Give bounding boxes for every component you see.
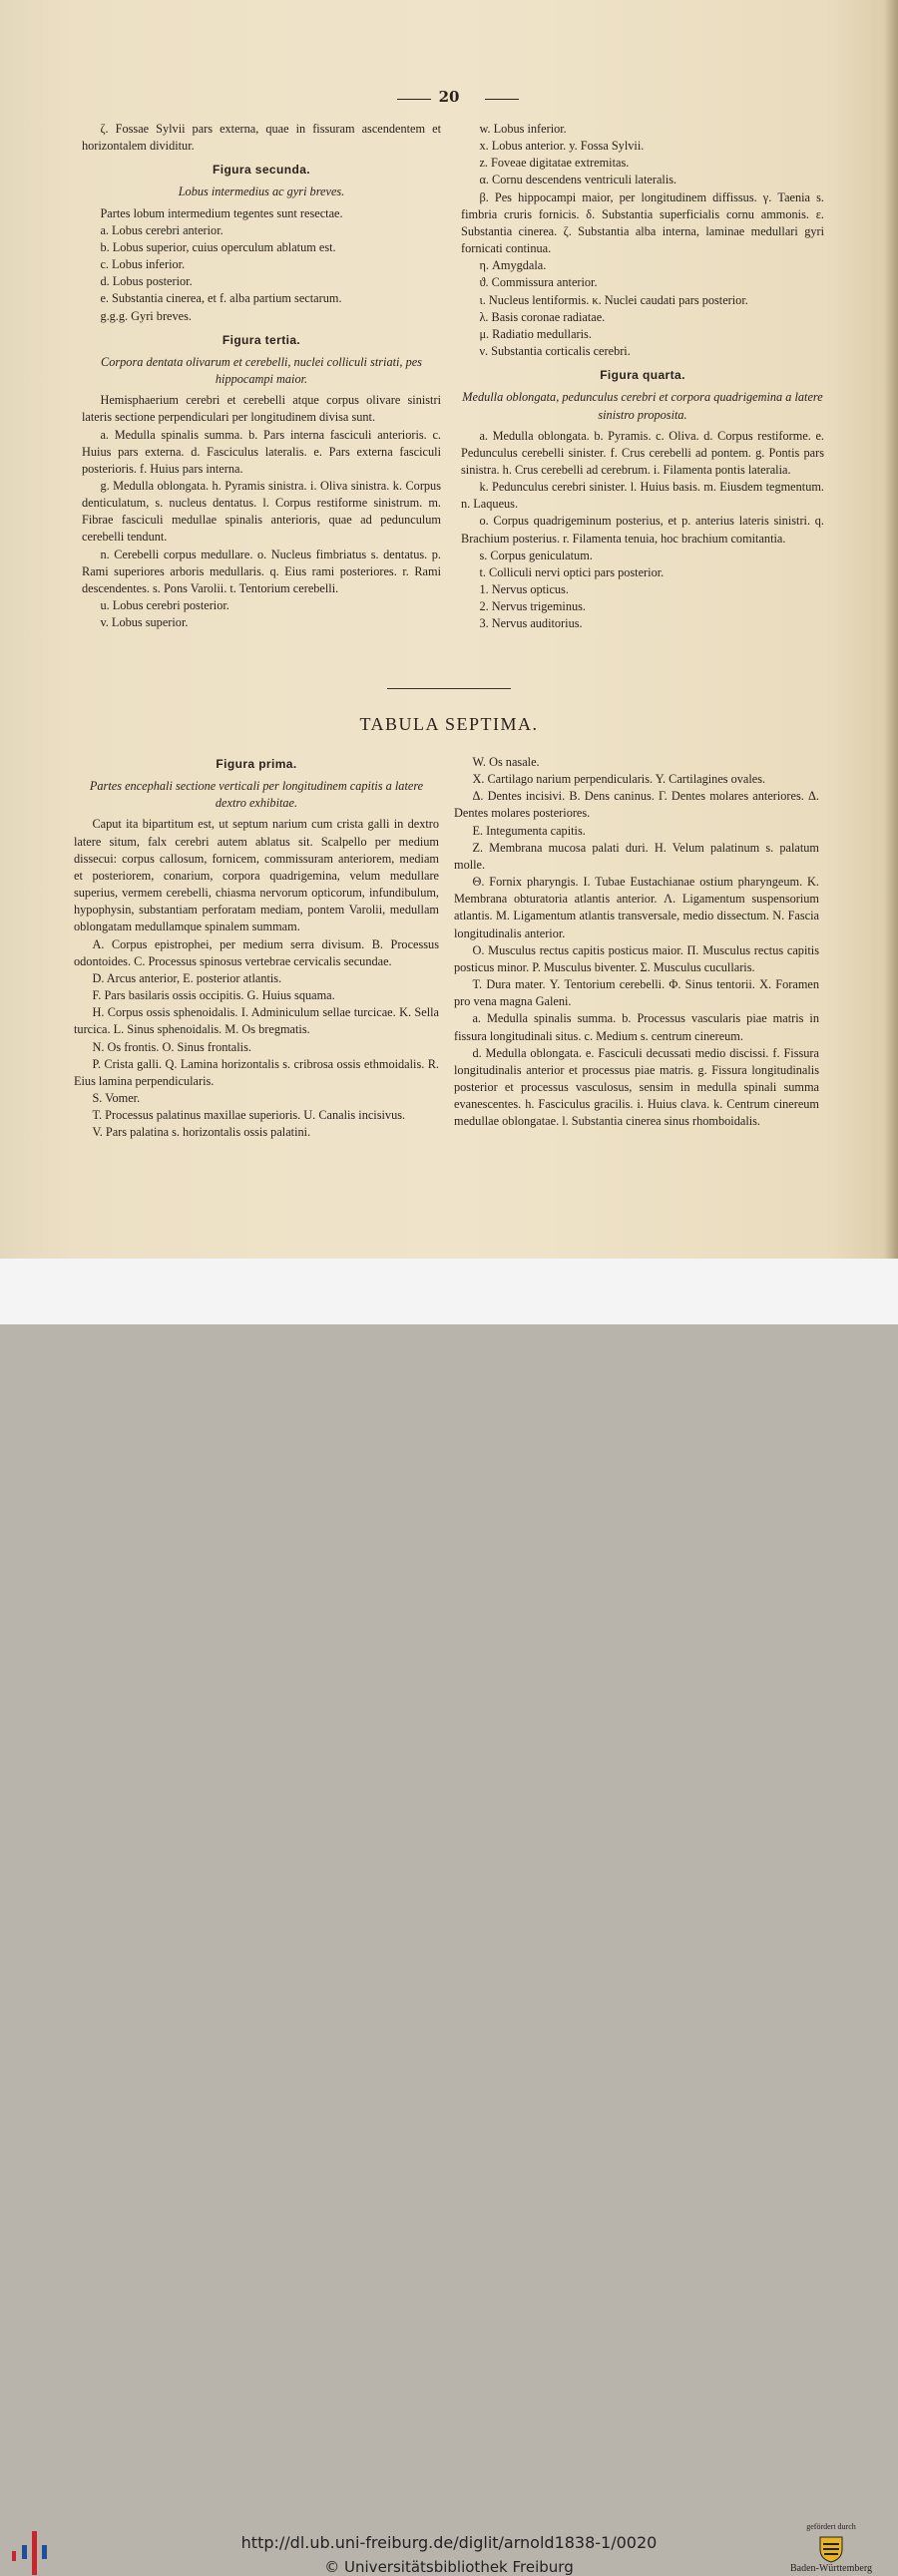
figure-subtitle: Lobus intermedius ac gyri breves.: [178, 184, 345, 199]
paragraph: e. Substantia cinerea, et f. alba partium sectarum.: [100, 291, 342, 306]
section-title: TABULA SEPTIMA.: [359, 714, 539, 734]
paragraph: X. Cartilago narium perpendicularis. Y. Cartilagines ovales.: [472, 772, 766, 787]
paragraph: 1. Nervus opticus.: [479, 582, 569, 597]
paragraph: Partes lobum intermedium tegentes sunt resectae.: [100, 205, 343, 220]
paragraph: Hemisphaerium cerebri et cerebelli atque corpus olivare sinistri lateris sectione perpendiculari per longitudinem divisa sunt.: [82, 393, 441, 425]
figure-heading: Figura prima.: [216, 757, 297, 771]
paragraph: A. Corpus epistrophei, per medium serra divisum. B. Processus odontoides. C. Processus spinosus vertebrae cervicalis secundae.: [74, 936, 439, 968]
paragraph: v. Lobus superior.: [100, 615, 189, 630]
paragraph: 2. Nervus trigeminus.: [479, 599, 586, 614]
paragraph: S. Vomer.: [92, 1090, 141, 1105]
permalink-url[interactable]: http://dl.ub.uni-freiburg.de/diglit/arnold1838-1/0020: [240, 2533, 658, 2552]
paragraph: d. Medulla oblongata. e. Fasciculi decussati medio discissi. f. Fissura longitudinalis anterior et processus piae matris. g. Fissura longitudinalis posterior et processus vasculosus, sensim in medulla spinali summa evanescentes. h. Fasciculus gracilis. i. Huius clava. k. Centrum cinereum medullae oblongatae. l. Substantia cinerea sinus rhomboidalis.: [454, 1045, 819, 1129]
paragraph: η. Amygdala.: [479, 258, 547, 273]
paragraph: g.g.g. Gyri breves.: [100, 308, 192, 323]
paragraph: ζ. Fossae Sylvii pars externa, quae in fissuram ascendentem et horizontalem dividitur.: [82, 122, 441, 154]
paragraph: Θ. Fornix pharyngis. I. Tubae Eustachianae ostium pharyngeum. K. Membrana obturatoria atlantis anterior. Λ. Ligamentum suspensorium atlantis. M. Ligamentum atlantis transversale, medio dissectum. N. Fascia longitudinalis anterior.: [454, 875, 819, 940]
copyright-notice: © Universitätsbibliothek Freiburg: [324, 2558, 574, 2576]
viewer-footer: [0, 1259, 898, 2576]
paragraph: T. Dura mater. Υ. Tentorium cerebelli. Φ. Sinus tentorii. X. Foramen pro vena magna Galeni.: [454, 977, 819, 1009]
paragraph: a. Medulla spinalis summa. b. Processus vascularis piae matris in fissura longitudinali situs. c. Medium s. centrum cinereum.: [454, 1011, 819, 1043]
paragraph: s. Corpus geniculatum.: [479, 548, 593, 562]
paragraph: a. Medulla oblongata. b. Pyramis. c. Oliva. d. Corpus restiforme. e. Pedunculus cerebelli sinister. f. Crus cerebelli ad pontem. g. Pontis pars sinistra. h. Crus cerebelli ad cerebrum. i. Filamenta pontis lateralia.: [461, 428, 824, 477]
paragraph: μ. Radiatio medullaris.: [479, 326, 592, 341]
paragraph: W. Os nasale.: [472, 755, 540, 769]
paragraph: ν. Substantia corticalis cerebri.: [479, 344, 631, 359]
paragraph: b. Lobus superior, cuius operculum ablatum est.: [100, 239, 336, 254]
paragraph: F. Pars basilaris ossis occipitis. G. Huius squama.: [92, 988, 335, 1003]
paragraph: N. Os frontis. O. Sinus frontalis.: [92, 1039, 251, 1054]
paragraph: z. Foveae digitatae extremitas.: [479, 156, 630, 171]
figure-heading: Figura secunda.: [212, 163, 311, 178]
paragraph: d. Lobus posterior.: [100, 274, 193, 289]
figure-heading: Figura tertia.: [222, 332, 301, 347]
paragraph: P. Crista galli. Q. Lamina horizontalis s. cribrosa ossis ethmoidalis. R. Eius lamina perpendicularis.: [74, 1056, 439, 1088]
paragraph: o. Corpus quadrigeminum posterius, et p. anterius lateris sinistri. q. Brachium posterius. r. Filamenta tenuia, hoc brachium comitantia.: [461, 514, 824, 546]
paragraph: α. Cornu descendens ventriculi lateralis.: [479, 173, 677, 187]
figure-heading: Figura quarta.: [600, 368, 685, 383]
scanned-page: [0, 0, 898, 1259]
paragraph: a. Lobus cerebri anterior.: [100, 222, 224, 237]
section-divider: [387, 688, 511, 689]
coat-of-arms-icon: [818, 2535, 844, 2563]
paragraph: u. Lobus cerebri posterior.: [100, 598, 229, 613]
paragraph: c. Lobus inferior.: [100, 257, 186, 272]
paragraph: λ. Basis coronae radiatae.: [479, 309, 606, 324]
paragraph: g. Medulla oblongata. h. Pyramis sinistra. i. Oliva sinistra. k. Corpus denticulatum, s. nucleus dentatus. l. Corpus restiforme sinistrum. m. Fibrae fasciculi medullae spinalis anterioris, quae ad pedunculum cerebelli tendunt.: [82, 478, 441, 545]
paragraph: D. Arcus anterior, E. posterior atlantis.: [92, 970, 282, 985]
paragraph: 3. Nervus auditorius.: [479, 616, 583, 631]
upper-right-column: [461, 121, 824, 633]
figure-subtitle: Partes encephali sectione verticali per longitudinem capitis a latere dextro exhibitae.: [89, 779, 424, 811]
paragraph: V. Pars palatina s. horizontalis ossis palatini.: [92, 1125, 311, 1140]
sponsor-name: Baden-Württemberg: [789, 2563, 872, 2574]
paragraph: x. Lobus anterior. y. Fossa Sylvii.: [479, 139, 645, 154]
upper-left-column: [82, 121, 441, 631]
paragraph: β. Pes hippocampi maior, per longitudinem diffissus. γ. Taenia s. fimbria cruris fornicis. δ. Substantia superficialis cornu ammonis. ε. Substantia cinerea. ζ. Substantia alba interna, laminae medullari gyri fornicati continua.: [461, 189, 824, 256]
lower-right-column: [454, 754, 819, 1130]
lower-left-column: [74, 749, 439, 1141]
paragraph: n. Cerebelli corpus medullare. o. Nucleus fimbriatus s. dentatus. p. Rami superiores arboris medullaris. q. Eius rami posteriores. r. Rami descendentes. s. Pons Varolii. t. Tentorium cerebelli.: [82, 547, 441, 595]
paragraph: Z. Membrana mucosa palati duri. H. Velum palatinum s. palatum molle.: [454, 840, 819, 872]
figure-subtitle: Corpora dentata olivarum et cerebelli, nuclei colliculi striati, pes hippocampi maior.: [101, 354, 422, 387]
page-number: 20: [438, 88, 460, 106]
page-number-rule-right: [485, 99, 519, 100]
paragraph: a. Medulla spinalis summa. b. Pars interna fasciculi anterioris. c. Huius pars externa. d. Fasciculus lateralis. e. Pars externa fasciculi posterioris. f. Huius pars interna.: [82, 427, 441, 476]
figure-subtitle: Medulla oblongata, pedunculus cerebri et corpora quadrigemina a latere sinistro proposita.: [462, 390, 823, 422]
paragraph: T. Processus palatinus maxillae superioris. U. Canalis incisivus.: [92, 1108, 406, 1123]
paragraph: Caput ita bipartitum est, ut septum narium cum crista galli in dextro latere situm, falx cerebri autem ablatus sit. Scalpello per medium dissecui: corpus callosum, fornicem, commissuram anteriorem, mediam et posteriorem, conarium, corpora quadrigemina, velum medullare superius, vermem cerebelli, chiasma nervorum opticorum, infundibulum, hypophysin, substantiam perforatam mediam, pontem Varolii, medullam oblongatam medullamque spinalem summam.: [74, 817, 439, 934]
paragraph: Δ. Dentes incisivi. B. Dens caninus. Γ. Dentes molares anteriores. Δ. Dentes molares posteriores.: [454, 789, 819, 821]
paragraph: E. Integumenta capitis.: [472, 823, 586, 838]
paragraph: k. Pedunculus cerebri sinister. l. Huius basis. m. Eiusdem tegmentum. n. Laqueus.: [461, 480, 824, 512]
paragraph: w. Lobus inferior.: [479, 122, 567, 136]
paragraph: ϑ. Commissura anterior.: [479, 275, 598, 290]
paragraph: O. Musculus rectus capitis posticus maior. Π. Musculus rectus capitis posticus minor. P. Musculus biventer. Σ. Musculus cucullaris.: [454, 942, 819, 974]
paragraph: H. Corpus ossis sphenoidalis. I. Adminiculum sellae turcicae. K. Sella turcica. L. Sinus sphenoidalis. M. Os bregmatis.: [74, 1005, 439, 1037]
paragraph: t. Colliculi nervi optici pars posterior.: [479, 564, 665, 579]
sponsor-label: gefördert durch: [806, 2522, 856, 2531]
paragraph: ι. Nucleus lentiformis. κ. Nuclei caudati pars posterior.: [479, 292, 748, 307]
